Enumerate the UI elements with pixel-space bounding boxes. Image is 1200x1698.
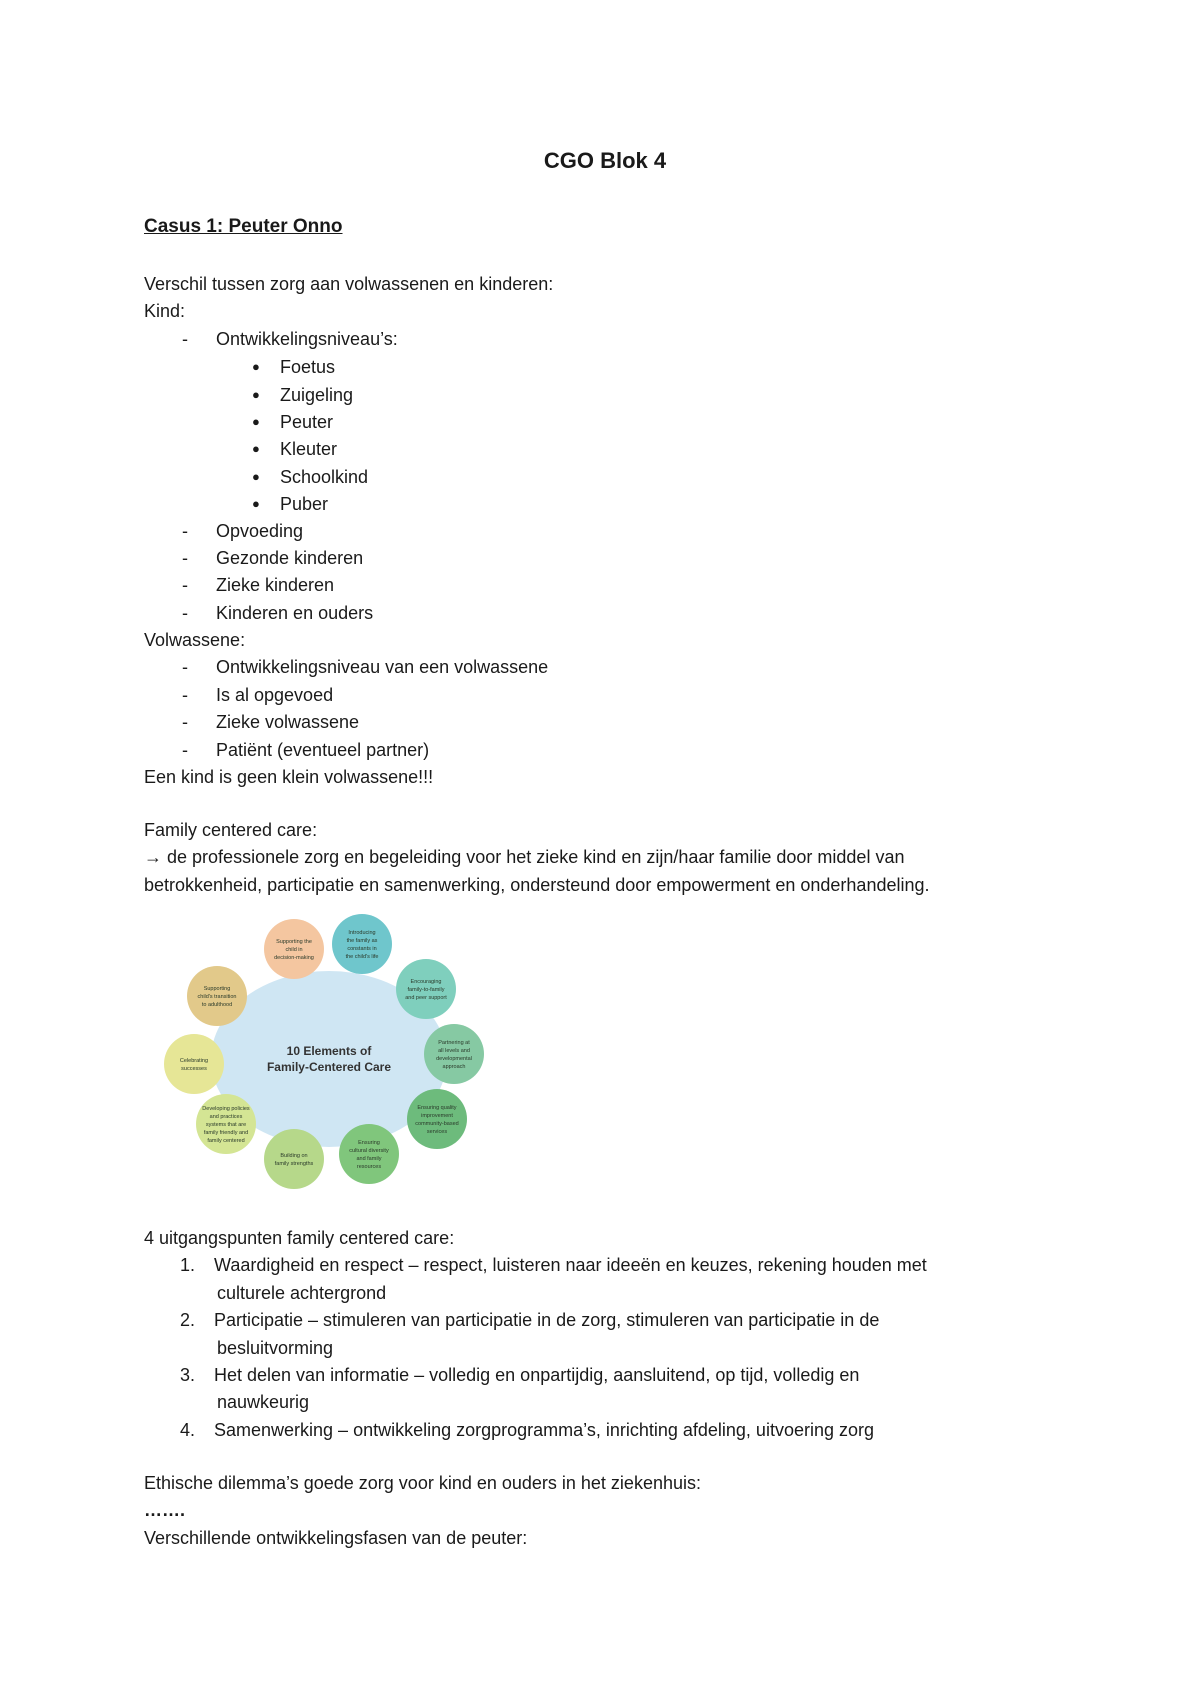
fcc-diagram [154, 914, 514, 1204]
diagram-node-label: improvement [421, 1113, 453, 1119]
diagram-node-label: Supporting [203, 986, 231, 992]
fcc-definition-line: betrokkenheid, participatie en samenwerking, ondersteund door empowerment en onderhandeling. [144, 874, 930, 895]
ethiek-heading: Ethische dilemma’s goede zorg voor kind en ouders in het ziekenhuis: [144, 1473, 701, 1493]
list-item: ● Foetus [252, 357, 336, 378]
list-item: ● Zuigeling [252, 384, 354, 405]
list-item: - Is al opgevoed [182, 684, 334, 705]
diagram-node-label: Encouraging [410, 979, 442, 985]
list-item: 1. Waardigheid en respect – respect, luisteren naar ideeën en keuzes, rekening houden met [180, 1255, 927, 1276]
diagram-node-label: the child's life [345, 954, 379, 960]
diagram-node [264, 1129, 324, 1189]
list-item: - Patiënt (eventueel partner) [182, 739, 430, 760]
diagram-node-label: and practices [209, 1114, 243, 1120]
ethiek-placeholder: ……. [144, 1500, 186, 1521]
list-item: 3. Het delen van informatie – volledig en onpartijdig, aansluitend, op tijd, volledig en [180, 1364, 860, 1385]
diagram-node-label: successes [181, 1066, 207, 1072]
diagram-node [164, 1034, 224, 1094]
uitgangspunten-heading: 4 uitgangspunten family centered care: [144, 1228, 455, 1248]
arrow-icon: → [144, 847, 162, 868]
diagram-node-label: systems that are [205, 1122, 247, 1128]
fcc-diagram-svg [154, 914, 514, 1204]
list-item: ● Kleuter [252, 439, 338, 460]
diagram-node-label: to adulthood [201, 1002, 233, 1008]
list-item: - Ontwikkelingsniveau van een volwassene [182, 657, 549, 678]
diagram-node-label: and peer support [405, 995, 447, 1001]
section-uitgangspunten [144, 1225, 1064, 1444]
section-intro: Verschil tussen zorg aan volwassenen en kinderen: [144, 274, 554, 294]
section-fcc [144, 817, 1064, 899]
diagram-node-label: services [426, 1129, 448, 1135]
diagram-node-label: family friendly and [203, 1130, 249, 1136]
diagram-node-label: child in [285, 947, 303, 953]
list-item-continuation: besluitvorming [217, 1337, 334, 1358]
diagram-node-label: and family [356, 1156, 382, 1162]
diagram-center-label: 10 Elements of [286, 1044, 372, 1058]
fasen-heading: Verschillende ontwikkelingsfasen van de peuter: [144, 1527, 528, 1548]
list-item-continuation: nauwkeurig [217, 1392, 310, 1413]
diagram-node [339, 1124, 399, 1184]
list-item: - Zieke volwassene [182, 712, 360, 733]
diagram-node [332, 914, 392, 974]
diagram-node-label: cultural diversity [349, 1148, 389, 1154]
fcc-definition-line: → de professionele zorg en begeleiding voor het zieke kind en zijn/haar familie door middel van [144, 847, 905, 868]
list-item: ● Puber [252, 494, 329, 515]
diagram-node-label: approach [442, 1064, 466, 1070]
diagram-node-label: Developing policies [202, 1106, 250, 1112]
list-item: - Gezonde kinderen [182, 547, 364, 568]
diagram-center-label: Family-Centered Care [266, 1060, 392, 1074]
diagram-node-label: Building on [280, 1153, 308, 1159]
diagram-node-label: family strengths [274, 1161, 314, 1167]
diagram-node-label: decision-making [274, 955, 314, 961]
diagram-node-label: the family as [346, 938, 378, 944]
list-item: 2. Participatie – stimuleren van participatie in de zorg, stimuleren van participatie in de [180, 1310, 880, 1331]
diagram-node-label: family-to-family [407, 987, 445, 993]
volwassene-label: Volwassene: [144, 630, 246, 651]
kind-label: Kind: [144, 301, 186, 322]
list-item: ● Schoolkind [252, 466, 369, 487]
list-item: 4. Samenwerking – ontwikkeling zorgprogramma’s, inrichting afdeling, uitvoering zorg [180, 1419, 874, 1440]
diagram-node-label: Supporting the [276, 939, 312, 945]
diagram-node [424, 1024, 484, 1084]
diagram-node-label: all levels and [438, 1048, 470, 1054]
diagram-node-label: developmental [436, 1056, 472, 1062]
diagram-node-label: child's transition [197, 994, 237, 1000]
diagram-node-label: family centered [207, 1138, 245, 1144]
diagram-node-label: Introducing [348, 930, 376, 936]
list-item: ● Peuter [252, 411, 334, 432]
diagram-node-label: Celebrating [179, 1058, 209, 1064]
page-title: CGO Blok 4 [543, 148, 667, 173]
section-verschil [144, 271, 1064, 791]
section-ethiek [144, 1470, 1064, 1552]
fcc-heading: Family centered care: [144, 820, 318, 840]
diagram-node-label: Ensuring [358, 1140, 380, 1146]
casus-heading: Casus 1: Peuter Onno [144, 216, 343, 237]
conclusion-text: Een kind is geen klein volwassene!!! [144, 767, 434, 788]
list-item: - Opvoeding [182, 520, 304, 541]
list-item: - Ontwikkelingsniveau’s: [182, 328, 398, 349]
list-item: - Zieke kinderen [182, 575, 335, 596]
list-item: - Kinderen en ouders [182, 602, 374, 623]
list-item-continuation: culturele achtergrond [217, 1282, 387, 1303]
diagram-node-label: Ensuring quality [417, 1105, 457, 1111]
diagram-node-label: constants in [347, 946, 377, 952]
diagram-node [407, 1089, 467, 1149]
diagram-node-label: community-based [415, 1121, 459, 1127]
diagram-node-label: resources [356, 1164, 382, 1170]
diagram-node-label: Partnering at [438, 1040, 470, 1046]
